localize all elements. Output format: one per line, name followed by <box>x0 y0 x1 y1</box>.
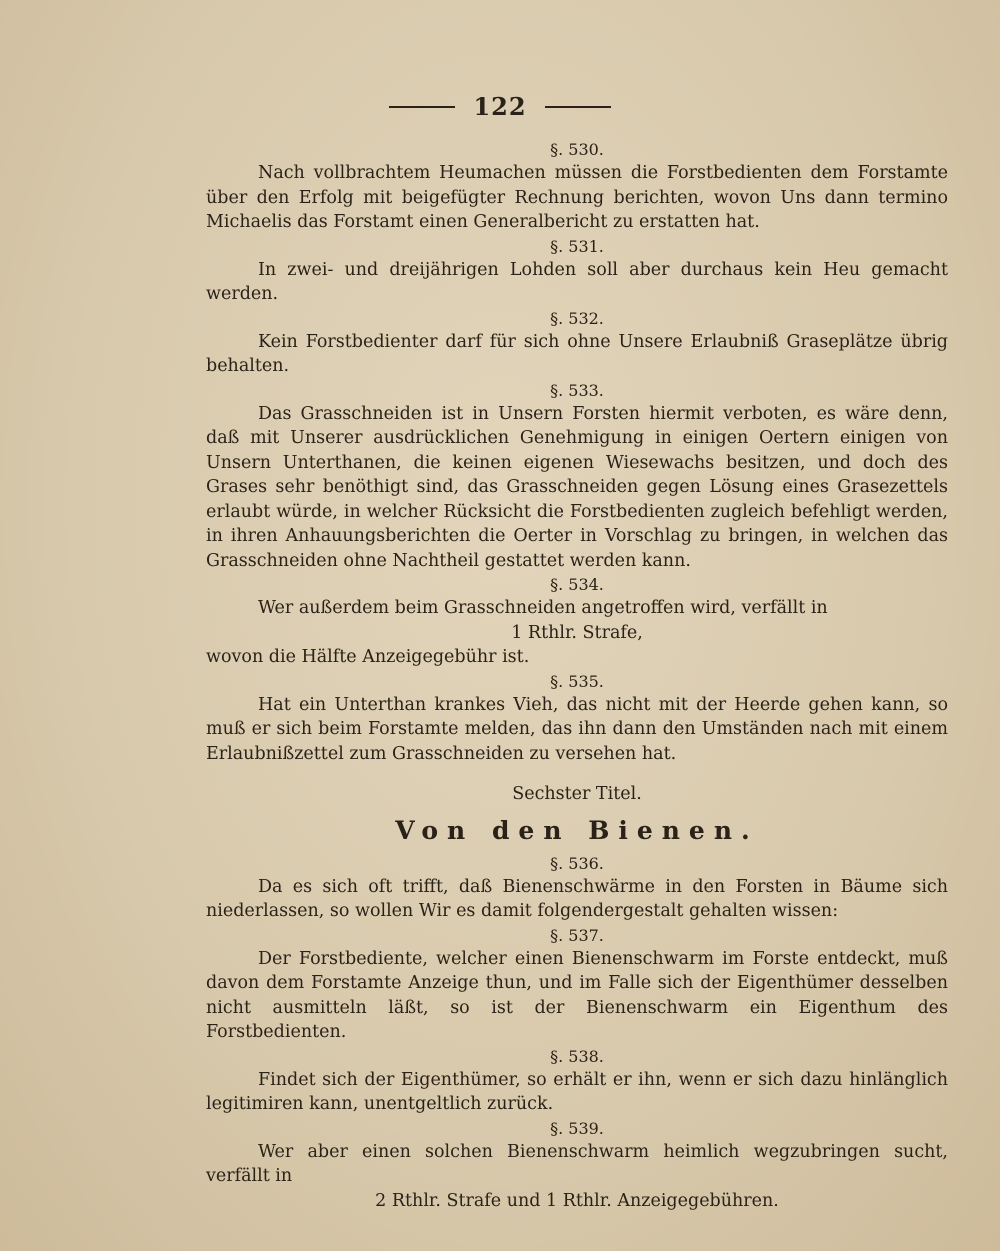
paragraph: Kein Forstbedienter darf für sich ohne Unsere Erlaubniß Graseplätze übrig behalten. <box>206 331 948 376</box>
paragraph: Das Grasschneiden ist in Unsern Forsten hiermit verboten, es wäre denn, daß mit Unserer ausdrücklichen Genehmigung in einigen Oertern einigen von Unsern Unterthanen, die keinen eigenen Wiesewachs besitzen, und doch des Grases sehr benöthigt sind, das Grasschneiden gegen Lösung eines Grasezettels erlaubt würde, in welcher Rücksicht die Forstbedienten zugleich befehligt werden, in ihren Anhauungsberichten die Oerter in Vorschlag zu bringen, in welchen das Grasschneiden ohne Nachtheil gestattet werden kann. <box>206 403 948 571</box>
header-rule-right <box>545 106 611 108</box>
section-number: §. 537. <box>550 925 604 945</box>
chapter-label: Sechster Titel. <box>512 784 642 804</box>
section-number: §. 533. <box>550 380 604 400</box>
page-number: 122 <box>473 92 527 121</box>
fine-line: 2 Rthlr. Strafe und 1 Rthlr. Anzeigegebühren. <box>375 1190 779 1211</box>
paragraph-line: Wer aber einen solchen Bienenschwarm heimlich wegzubringen sucht, verfällt in <box>206 1141 948 1186</box>
fine-line: 1 Rthlr. Strafe, <box>511 622 643 643</box>
paragraph: Hat ein Unterthan krankes Vieh, das nicht mit der Heerde gehen kann, so muß er sich beim Forstamte melden, das ihn dann den Umständen nach mit einem Erlaubnißzettel zum Grasschneiden zu versehen hat. <box>206 694 948 764</box>
paragraph-line: Wer außerdem beim Grasschneiden angetroffen wird, verfällt in <box>258 598 828 618</box>
section-number: §. 539. <box>550 1118 604 1138</box>
section-number: §. 531. <box>550 236 604 256</box>
section-number: §. 530. <box>550 140 604 159</box>
paragraph-line: wovon die Hälfte Anzeigegebühr ist. <box>206 647 530 667</box>
page-header <box>0 92 1000 121</box>
paragraph: In zwei- und dreijährigen Lohden soll aber durchaus kein Heu gemacht werden. <box>206 259 948 304</box>
section-number: §. 538. <box>550 1046 604 1066</box>
section-number: §. 535. <box>550 671 604 691</box>
paragraph: Findet sich der Eigenthümer, so erhält er ihn, wenn er sich dazu hinlänglich legitimiren kann, unentgeltlich zurück. <box>206 1069 948 1114</box>
header-rule-left <box>389 106 455 108</box>
paragraph: Nach vollbrachtem Heumachen müssen die Forstbedienten dem Forstamte über den Erfolg mit beigefügter Rechnung berichten, wovon Uns dann termino Michaelis das Forstamt einen Generalbericht zu erstatten hat. <box>206 163 948 232</box>
paragraph: Der Forstbediente, welcher einen Bienenschwarm im Forste entdeckt, muß davon dem Forstamte Anzeige thun, und im Falle sich der Eigenthümer desselben nicht ausmitteln läßt, so ist der Bienenschwarm ein Eigenthum des Forstbedienten. <box>206 948 948 1042</box>
section-number: §. 532. <box>550 308 604 328</box>
paragraph: Da es sich oft trifft, daß Bienenschwärme in den Forsten in Bäume sich niederlassen, so wollen Wir es damit folgendergestalt gehalten wissen: <box>206 876 948 921</box>
page-body <box>206 138 948 1213</box>
chapter-title: Von den Bienen. <box>395 815 759 845</box>
section-number: §. 534. <box>550 575 604 594</box>
section-number: §. 536. <box>550 853 604 873</box>
